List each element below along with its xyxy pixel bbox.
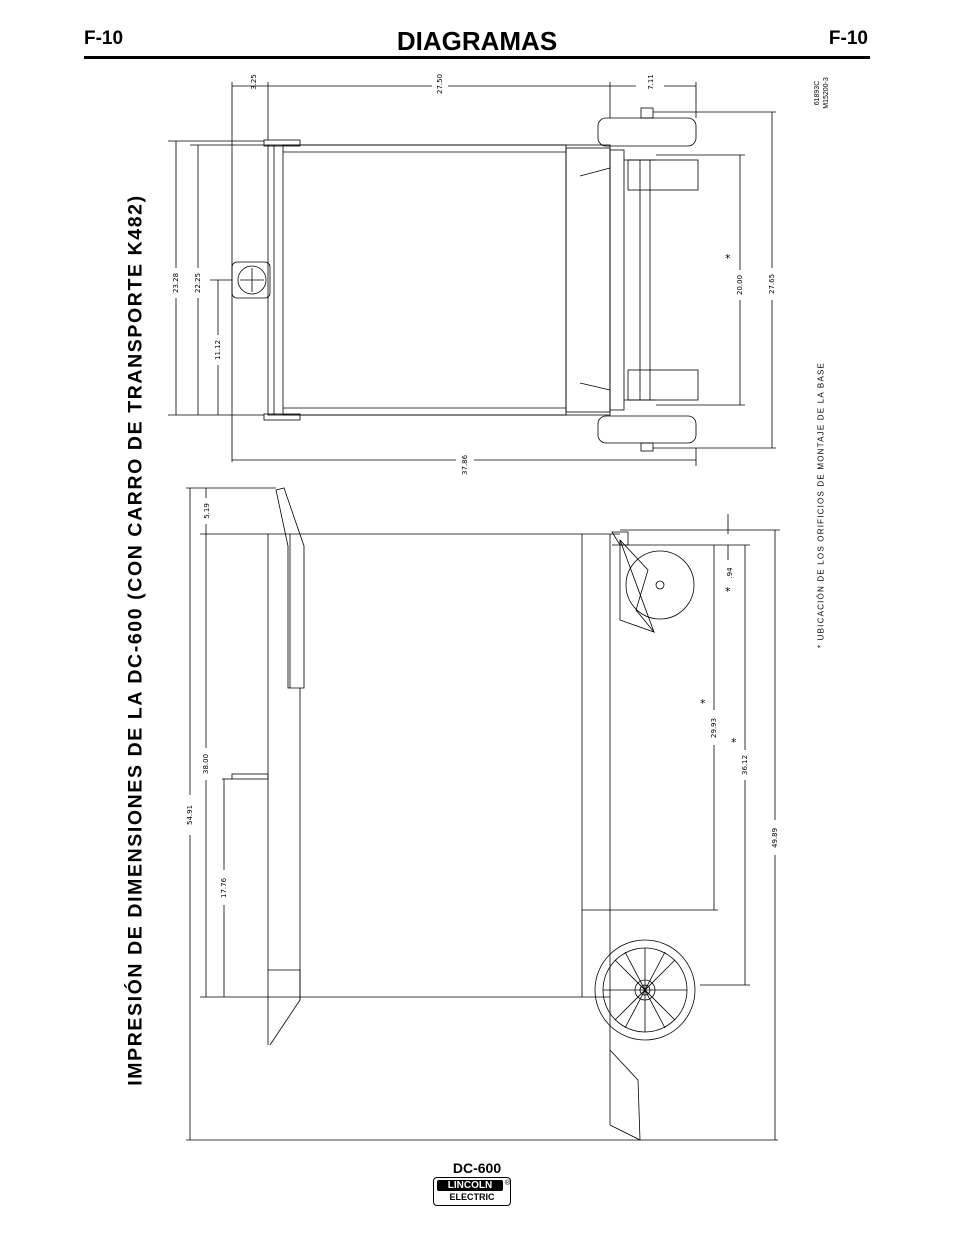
dim-side-5-19: 5.19 [203, 503, 211, 519]
dim-top-3-25: 3.25 [250, 74, 258, 90]
lincoln-electric-logo [433, 1177, 511, 1206]
asterisk-marker: * [725, 585, 731, 598]
asterisk-markers [700, 252, 737, 749]
dim-side-36-12: 36.12 [741, 754, 749, 776]
page-number-right: F-10 [828, 28, 868, 49]
dim-top-11-12: 11.12 [214, 339, 222, 361]
page-title: DIAGRAMAS [396, 26, 558, 56]
dim-top-27-65: 27.65 [768, 273, 776, 295]
asterisk-marker: * [725, 252, 731, 265]
top-view [168, 82, 776, 466]
dim-top-20-00: 20.00 [736, 274, 744, 296]
dim-side-0-94: .94 [726, 567, 734, 579]
dim-side-29-93: 29.93 [710, 717, 718, 739]
dim-side-17-76: 17.76 [220, 877, 228, 899]
side-view-dimension-labels [186, 503, 779, 898]
model-name: DC-600 [452, 1160, 502, 1176]
drawing-reference-line2: M15200-3 [823, 77, 830, 109]
dim-side-49-89: 49.89 [771, 827, 779, 849]
drawing-title: IMPRESIÓN DE DIMENSIONES DE LA DC-600 (CON CARRO DE TRANSPORTE K482) [124, 194, 147, 1086]
logo-top-text: LINCOLN [437, 1180, 503, 1191]
dim-top-27-50: 27.50 [436, 73, 444, 95]
logo-registered-mark: ® [504, 1180, 510, 1187]
asterisk-marker: * [731, 736, 737, 749]
asterisk-marker: * [700, 697, 706, 710]
logo-bottom-text: ELECTRIC [449, 1192, 495, 1202]
dim-side-38-00: 38.00 [202, 753, 210, 775]
dim-top-7-11: 7.11 [647, 74, 655, 90]
mounting-holes-footnote: * UBICACIÓN DE LOS ORIFICIOS DE MONTAJE DE LA BASE [816, 361, 826, 649]
drawing-reference-line1: 61893C [814, 80, 821, 106]
side-view [186, 488, 780, 1140]
page-number-left: F-10 [84, 28, 124, 49]
dim-top-22-25: 22.25 [194, 272, 202, 294]
dim-top-23-28: 23.28 [172, 272, 180, 294]
dim-side-54-91: 54.91 [186, 804, 194, 826]
dim-top-37-86: 37.86 [461, 454, 469, 476]
